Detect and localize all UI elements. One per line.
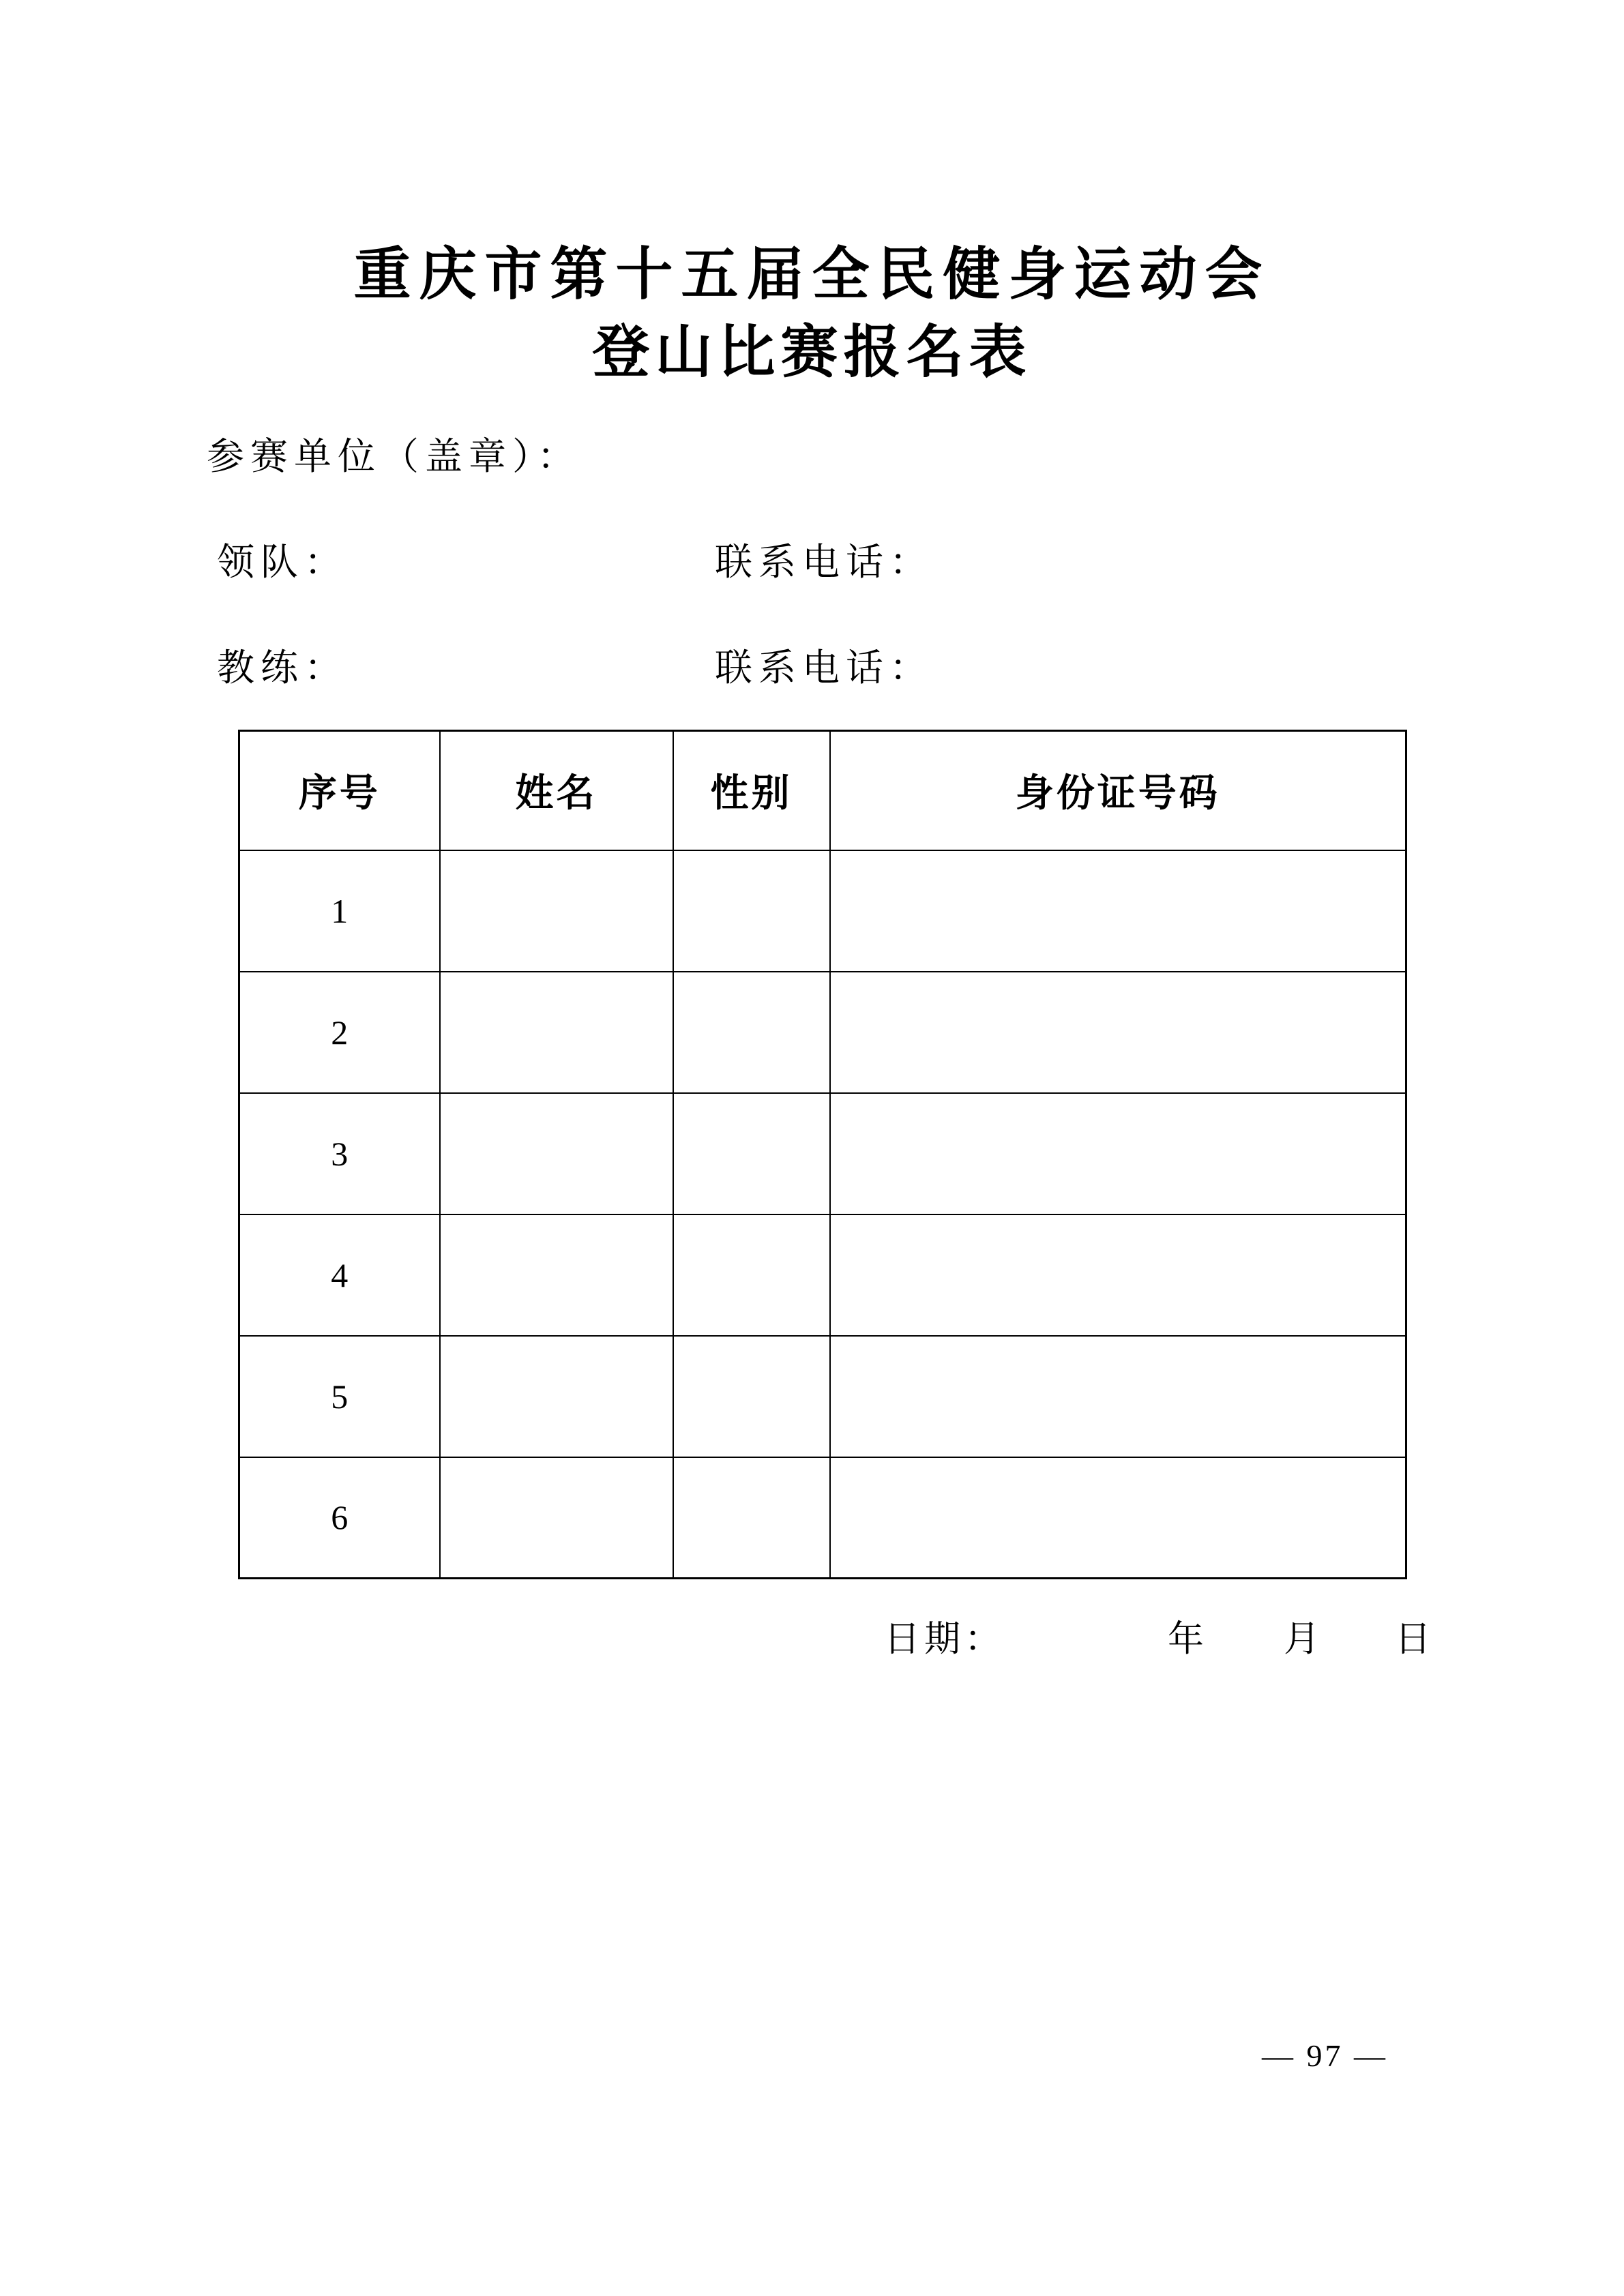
date-label: 日期： bbox=[884, 1620, 1005, 1659]
cell-gender bbox=[673, 972, 830, 1093]
cell-serial: 1 bbox=[239, 850, 440, 972]
title-line-2: 登山比赛报名表 bbox=[592, 321, 1032, 385]
cell-name bbox=[440, 1093, 673, 1214]
table-row bbox=[239, 1457, 1406, 1579]
cell-id-number bbox=[830, 1336, 1406, 1457]
team-leader-label: 领队： bbox=[217, 541, 349, 583]
roster-table bbox=[238, 730, 1407, 1579]
table-row bbox=[239, 850, 1406, 972]
cell-gender bbox=[673, 1093, 830, 1214]
cell-id-number bbox=[830, 1457, 1406, 1579]
table-header-row bbox=[239, 731, 1406, 850]
table-row bbox=[239, 1336, 1406, 1457]
cell-gender bbox=[673, 1457, 830, 1579]
cell-name bbox=[440, 850, 673, 972]
cell-serial: 6 bbox=[239, 1457, 440, 1579]
cell-serial: 2 bbox=[239, 972, 440, 1093]
unit-seal-label: 参赛单位（盖章）： bbox=[207, 436, 581, 477]
cell-name bbox=[440, 1336, 673, 1457]
day-label: 日 bbox=[1395, 1620, 1435, 1659]
cell-id-number bbox=[830, 972, 1406, 1093]
year-label: 年 bbox=[1168, 1620, 1208, 1659]
cell-gender bbox=[673, 850, 830, 972]
cell-name bbox=[440, 972, 673, 1093]
cell-serial: 3 bbox=[239, 1093, 440, 1214]
cell-id-number bbox=[830, 850, 1406, 972]
cell-id-number bbox=[830, 1093, 1406, 1214]
cell-serial: 5 bbox=[239, 1336, 440, 1457]
cell-id-number bbox=[830, 1214, 1406, 1336]
leader-phone-label: 联系电话： bbox=[715, 541, 934, 583]
coach-label: 教练： bbox=[217, 647, 349, 689]
document-title bbox=[0, 243, 1624, 385]
cell-name bbox=[440, 1457, 673, 1579]
page-number: — 97 — bbox=[1262, 2038, 1388, 2073]
cell-gender bbox=[673, 1214, 830, 1336]
title-line-1: 重庆市第十五届全民健身运动会 bbox=[353, 243, 1271, 307]
cell-serial: 4 bbox=[239, 1214, 440, 1336]
header-serial-number: 序号 bbox=[239, 731, 440, 850]
cell-name bbox=[440, 1214, 673, 1336]
header-gender: 性别 bbox=[673, 731, 830, 850]
header-name: 姓名 bbox=[440, 731, 673, 850]
month-label: 月 bbox=[1284, 1620, 1324, 1659]
cell-gender bbox=[673, 1336, 830, 1457]
table-row bbox=[239, 972, 1406, 1093]
table-row bbox=[239, 1093, 1406, 1214]
table-row bbox=[239, 1214, 1406, 1336]
header-id-number: 身份证号码 bbox=[830, 731, 1406, 850]
coach-phone-label: 联系电话： bbox=[715, 647, 934, 689]
